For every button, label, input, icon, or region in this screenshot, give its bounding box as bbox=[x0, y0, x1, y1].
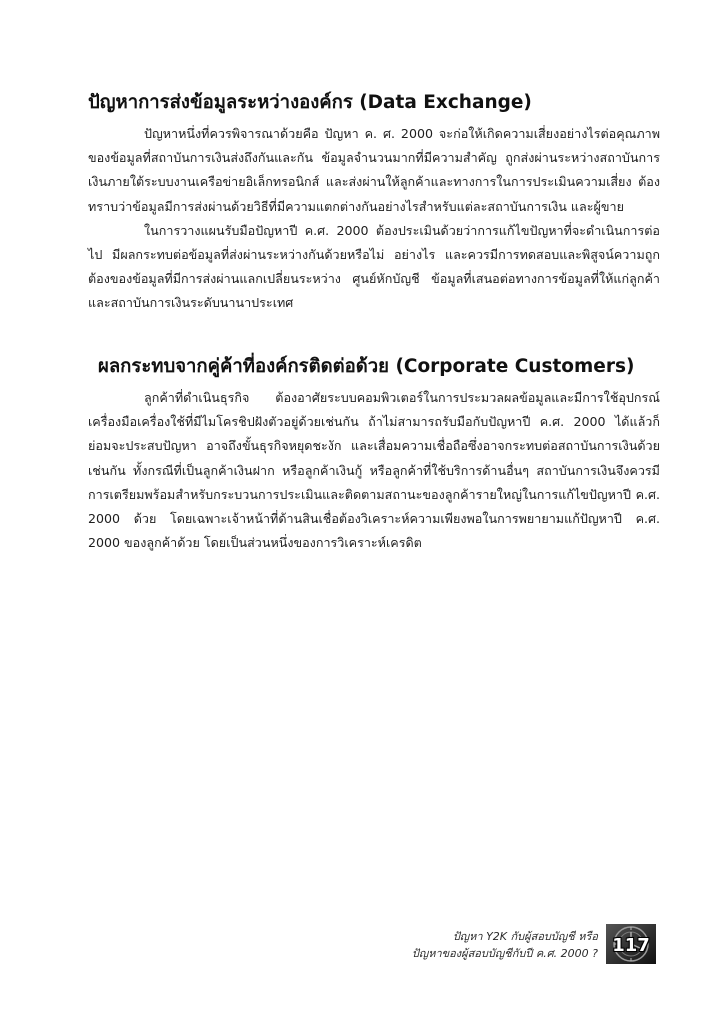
running-footer bbox=[412, 928, 598, 962]
paragraph: ปัญหาหนึ่งที่ควรพิจารณาด้วยคือ ปัญหา ค. ศ. 2000 จะก่อให้เกิดความเสี่ยงอย่างไรต่อคุณภาพของข้อมูลที่สถาบันการเงินส่งถึงกันและกัน ข้อมูลจำนวนมากที่มีความสำคัญ ถูกส่งผ่านระหว่างสถาบันการเงินภายใต้ระบบงานเครือข่ายอิเล็กทรอนิกส์ และส่งผ่านให้ลูกค้าและทางการในการประเมินความเสี่ยง ต้องทราบว่าข้อมูลมีการส่งผ่านด้วยวิธีที่มีความแตกต่างกันอย่างไรสำหรับแต่ละสถาบันการเงิน และผู้ขาย bbox=[88, 126, 660, 214]
paragraph: ลูกค้าที่ดำเนินธุรกิจ ต้องอาศัยระบบคอมพิวเตอร์ในการประมวลผลข้อมูลและมีการใช้อุปกรณ์เครื่องมือเครื่องใช้ที่มีไมโครชิปฝังตัวอยู่ด้วยเช่นกัน ถ้าไม่สามารถรับมือกับปัญหาปี ค.ศ. 2000 ได้แล้วก็ย่อมจะประสบปัญหา อาจถึงขั้นธุรกิจหยุดชะงัก และเสื่อมความเชื่อถือซึ่งอาจกระทบต่อสถาบันการเงินด้วยเช่นกัน ทั้งกรณีที่เป็นลูกค้าเงินฝาก หรือลูกค้าเงินกู้ หรือลูกค้าที่ใช้บริการด้านอื่นๆ สถาบันการเงินจึงควรมีการเตรียมพร้อมสำหรับกระบวนการประเมินและติดตามสถานะของลูกค้ารายใหญ่ในการแก้ไขปัญหาปี ค.ศ. 2000 ด้วย โดยเฉพาะเจ้าหน้าที่ด้านสินเชื่อต้องวิเคราะห์ความเพียงพอในการพยายามแก้ปัญหาปี ค.ศ. 2000 ของลูกค้าด้วย โดยเป็นส่วนหนึ่งของการวิเคราะห์เครดิต bbox=[88, 390, 660, 551]
section-corporate-customers bbox=[88, 352, 660, 555]
footer-line: ปัญหาของผู้สอบบัญชีกับปี ค.ศ. 2000 ? bbox=[411, 947, 598, 960]
section-data-exchange bbox=[88, 88, 660, 316]
paragraph: ในการวางแผนรับมือปัญหาปี ค.ศ. 2000 ต้องประเมินด้วยว่าการแก้ไขปัญหาที่จะดำเนินการต่อไป มีผลกระทบต่อข้อมูลที่ส่งผ่านระหว่างกันด้วยหรือไม่ อย่างไร และควรมีการทดสอบและพิสูจน์ความถูกต้องของข้อมูลที่มีการส่งผ่านแลกเปลี่ยนระหว่าง ศูนย์หักบัญชี ข้อมูลที่เสนอต่อทางการข้อมูลที่ให้แก่ลูกค้าและสถาบันการเงินระดับนานาประเทศ bbox=[88, 222, 660, 311]
section-heading: ผลกระทบจากคู่ค้าที่องค์กรติดต่อด้วย (Corporate Customers) bbox=[98, 356, 635, 377]
page-number-badge bbox=[606, 924, 656, 964]
footer-line: ปัญหา Y2K กับผู้สอบบัญชี หรือ bbox=[452, 930, 598, 943]
page-number: 117 bbox=[612, 935, 650, 956]
section-heading: ปัญหาการส่งข้อมูลระหว่างองค์กร (Data Exchange) bbox=[88, 92, 532, 113]
